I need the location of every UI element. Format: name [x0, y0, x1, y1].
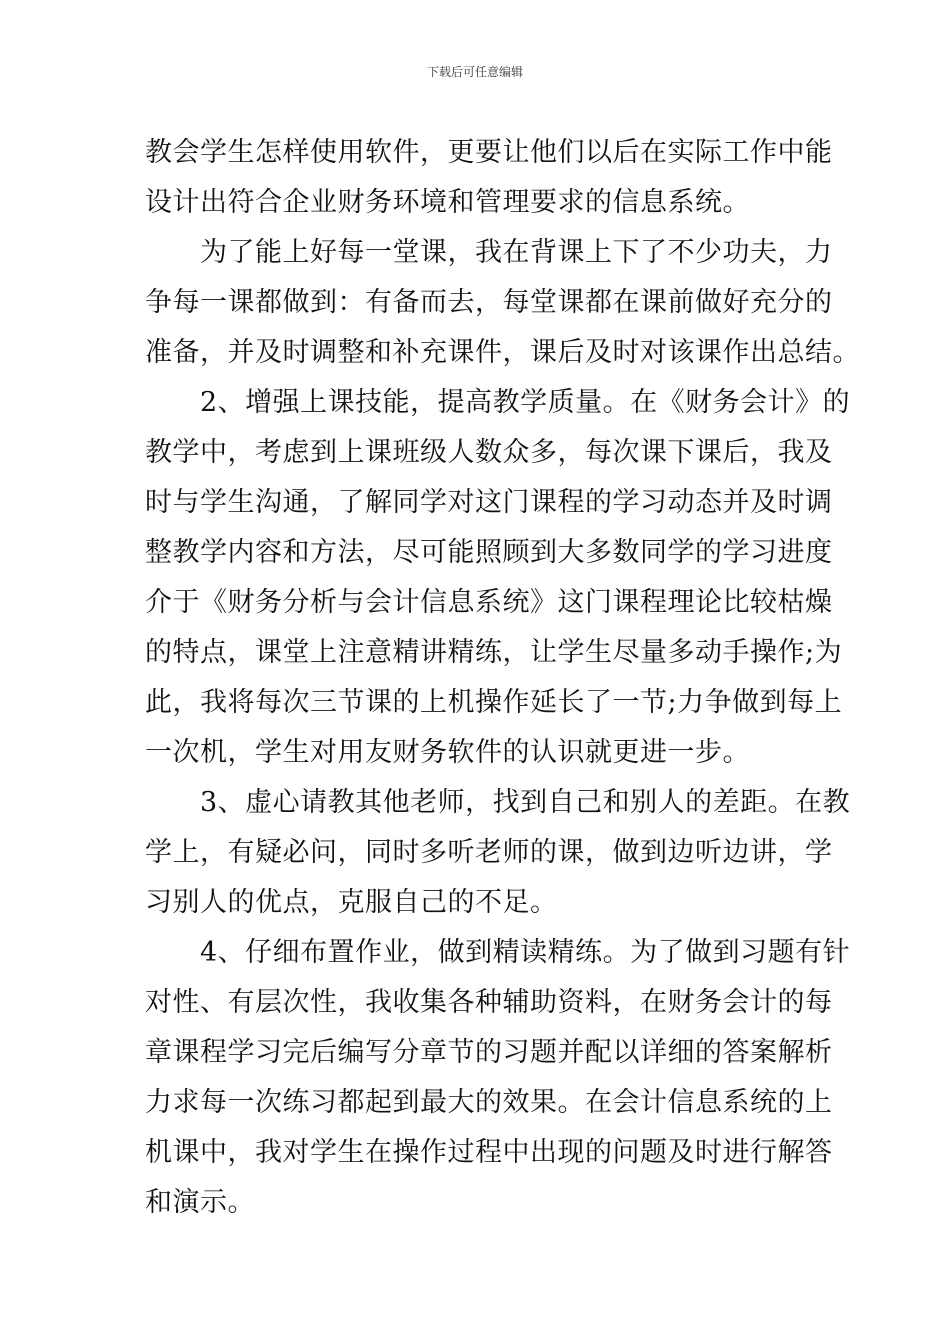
text-line: 机课中，我对学生在操作过程中出现的问题及时进行解答: [145, 1137, 833, 1168]
text-line: 4、仔细布置作业，做到精读精练。为了做到习题有针: [145, 937, 851, 968]
text-line: 对性、有层次性，我收集各种辅助资料，在财务会计的每: [145, 987, 833, 1018]
header-note: 下载后可任意编辑: [426, 65, 523, 79]
text-line: 争每一课都做到：有备而去，每堂课都在课前做好充分的: [145, 287, 833, 318]
text-line: 的特点，课堂上注意精讲精练，让学生尽量多动手操作;为: [145, 637, 843, 668]
text-line: 介于《财务分析与会计信息系统》这门课程理论比较枯燥: [145, 587, 833, 618]
text-line: 准备，并及时调整和补充课件，课后及时对该课作出总结。: [145, 337, 860, 368]
text-line: 时与学生沟通，了解同学对这门课程的学习动态并及时调: [145, 487, 833, 518]
text-line: 整教学内容和方法，尽可能照顾到大多数同学的学习进度: [145, 537, 833, 568]
text-line: 为了能上好每一堂课，我在背课上下了不少功夫，力: [145, 237, 833, 268]
text-line: 此，我将每次三节课的上机操作延长了一节;力争做到每上: [145, 687, 843, 718]
text-line: 和演示。: [145, 1187, 255, 1218]
text-line: 一次机，学生对用友财务软件的认识就更进一步。: [145, 737, 750, 768]
text-line: 教会学生怎样使用软件，更要让他们以后在实际工作中能: [145, 137, 833, 168]
text-line: 设计出符合企业财务环境和管理要求的信息系统。: [145, 187, 750, 218]
text-line: 力求每一次练习都起到最大的效果。在会计信息系统的上: [145, 1087, 833, 1118]
text-line: 学上，有疑必问，同时多听老师的课，做到边听边讲，学: [145, 837, 833, 868]
text-line: 2、增强上课技能，提高教学质量。在《财务会计》的: [145, 387, 851, 418]
text-line: 章课程学习完后编写分章节的习题并配以详细的答案解析: [145, 1037, 833, 1068]
text-line: 习别人的优点，克服自己的不足。: [145, 887, 558, 918]
body-text: [145, 128, 860, 1228]
text-line: 3、虚心请教其他老师，找到自己和别人的差距。在教: [145, 787, 851, 818]
text-line: 教学中，考虑到上课班级人数众多，每次课下课后，我及: [145, 437, 833, 468]
